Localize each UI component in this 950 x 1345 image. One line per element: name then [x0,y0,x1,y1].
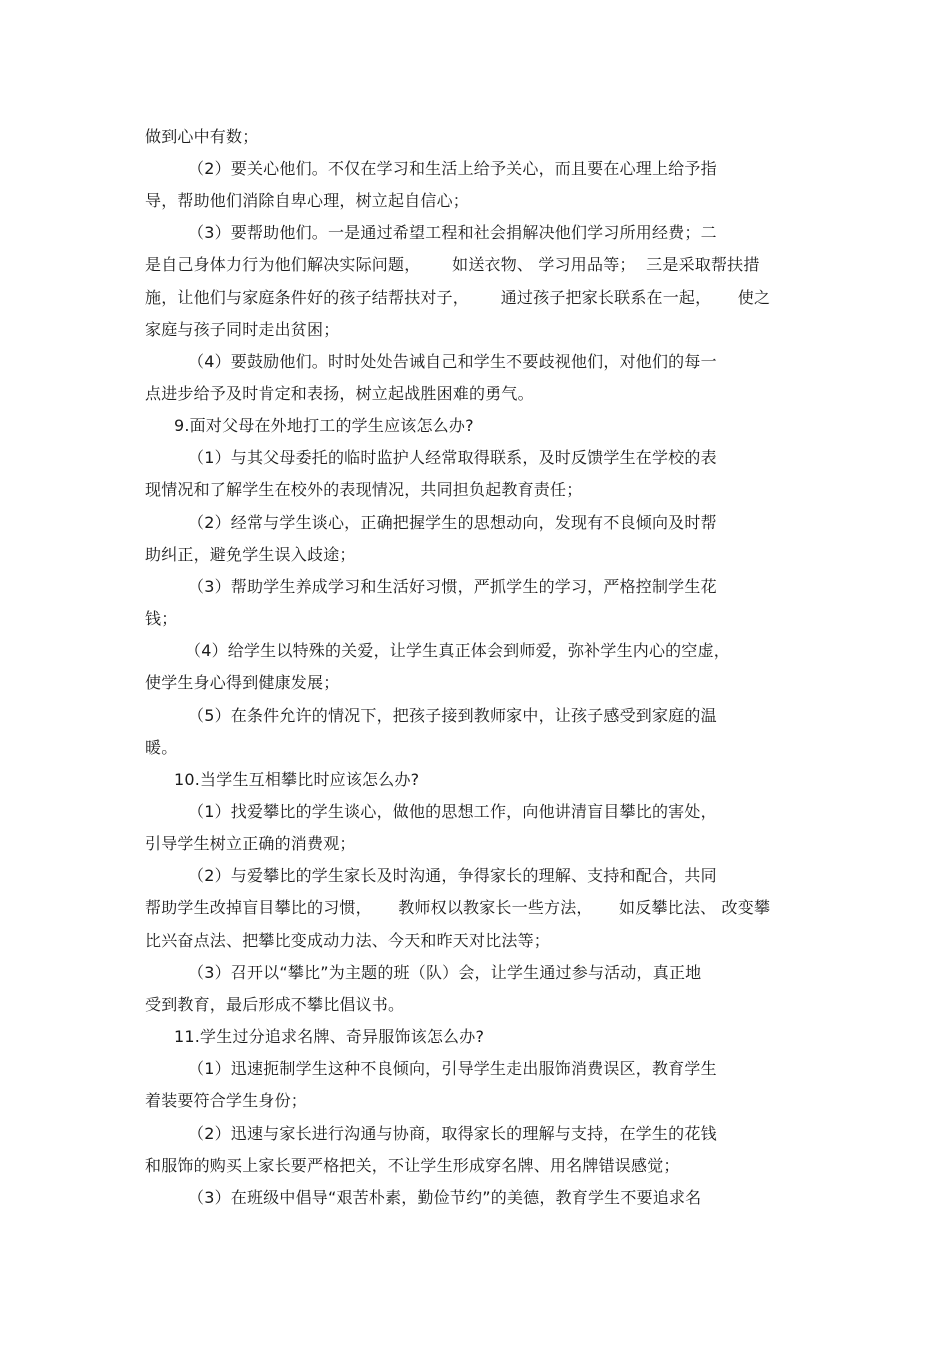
text-line: 钱； [145,609,178,628]
text-line: （1）迅速扼制学生这种不良倾向，引导学生走出服饰消费误区，教育学生 [188,1059,717,1078]
text-line: （1）找爱攀比的学生谈心，做他的思想工作，向他讲清盲目攀比的害处， [188,802,717,821]
text-line: （4）给学生以特殊的关爱，让学生真正体会到师爱，弥补学生内心的空虚， [185,641,730,660]
text-line: 家庭与孩子同时走出贫困； [145,320,340,339]
section-heading: 9.面对父母在外地打工的学生应该怎么办? [174,416,474,435]
text-line: 助纠正，避免学生误入歧途； [145,545,356,564]
text-line: （2）要关心他们。不仅在学习和生活上给予关心，而且要在心理上给予指 [188,159,717,178]
section-heading: 11.学生过分追求名牌、奇异服饰该怎么办? [174,1027,485,1046]
text-line: 导，帮助他们消除自卑心理，树立起自信心； [145,191,470,210]
text-line: （3）在班级中倡导“艰苦朴素，勤俭节约”的美德，教育学生不要追求名 [188,1188,702,1207]
text-line: （3）召开以“攀比”为主题的班（队）会，让学生通过参与活动，真正地 [188,963,702,982]
text-line: （3）帮助学生养成学习和生活好习惯，严抓学生的学习，严格控制学生花 [188,577,717,596]
text-line: 做到心中有数； [145,127,259,146]
text-line: 和服饰的购买上家长要严格把关，不让学生形成穿名牌、用名牌错误感觉； [145,1156,680,1175]
text-line: （1）与其父母委托的临时监护人经常取得联系，及时反馈学生在学校的表 [188,448,717,467]
text-line: 帮助学生改掉盲目攀比的习惯， 教师权以教家长一些方法， 如反攀比法、 改变攀 [145,898,771,917]
text-line: 施，让他们与家庭条件好的孩子结帮扶对子， 通过孩子把家长联系在一起， 使之 [145,288,771,307]
text-line: 暖。 [145,738,178,757]
text-line: （2）经常与学生谈心，正确把握学生的思想动向，发现有不良倾向及时帮 [188,513,717,532]
text-line: 点进步给予及时肯定和表扬，树立起战胜困难的勇气。 [145,384,534,403]
text-line: （4）要鼓励他们。时时处处告诫自己和学生不要歧视他们，对他们的每一 [188,352,717,371]
text-line: （3）要帮助他们。一是通过希望工程和社会捐解决他们学习所用经费；二 [188,223,717,242]
text-line: （2）与爱攀比的学生家长及时沟通，争得家长的理解、支持和配合，共同 [188,866,717,885]
text-line: 着装要符合学生身份； [145,1091,308,1110]
text-line: 是自己身体力行为他们解决实际问题， 如送衣物、 学习用品等； 三是采取帮扶措 [145,255,760,274]
text-line: （2）迅速与家长进行沟通与协商，取得家长的理解与支持，在学生的花钱 [188,1124,717,1143]
text-line: 比兴奋点法、把攀比变成动力法、今天和昨天对比法等； [145,931,551,950]
text-line: 使学生身心得到健康发展； [145,673,340,692]
text-line: 引导学生树立正确的消费观； [145,834,356,853]
text-line: 受到教育，最后形成不攀比倡议书。 [145,995,405,1014]
text-line: （5）在条件允许的情况下，把孩子接到教师家中，让孩子感受到家庭的温 [188,706,717,725]
text-line: 现情况和了解学生在校外的表现情况，共同担负起教育责任； [145,480,583,499]
section-heading: 10.当学生互相攀比时应该怎么办? [174,770,420,789]
